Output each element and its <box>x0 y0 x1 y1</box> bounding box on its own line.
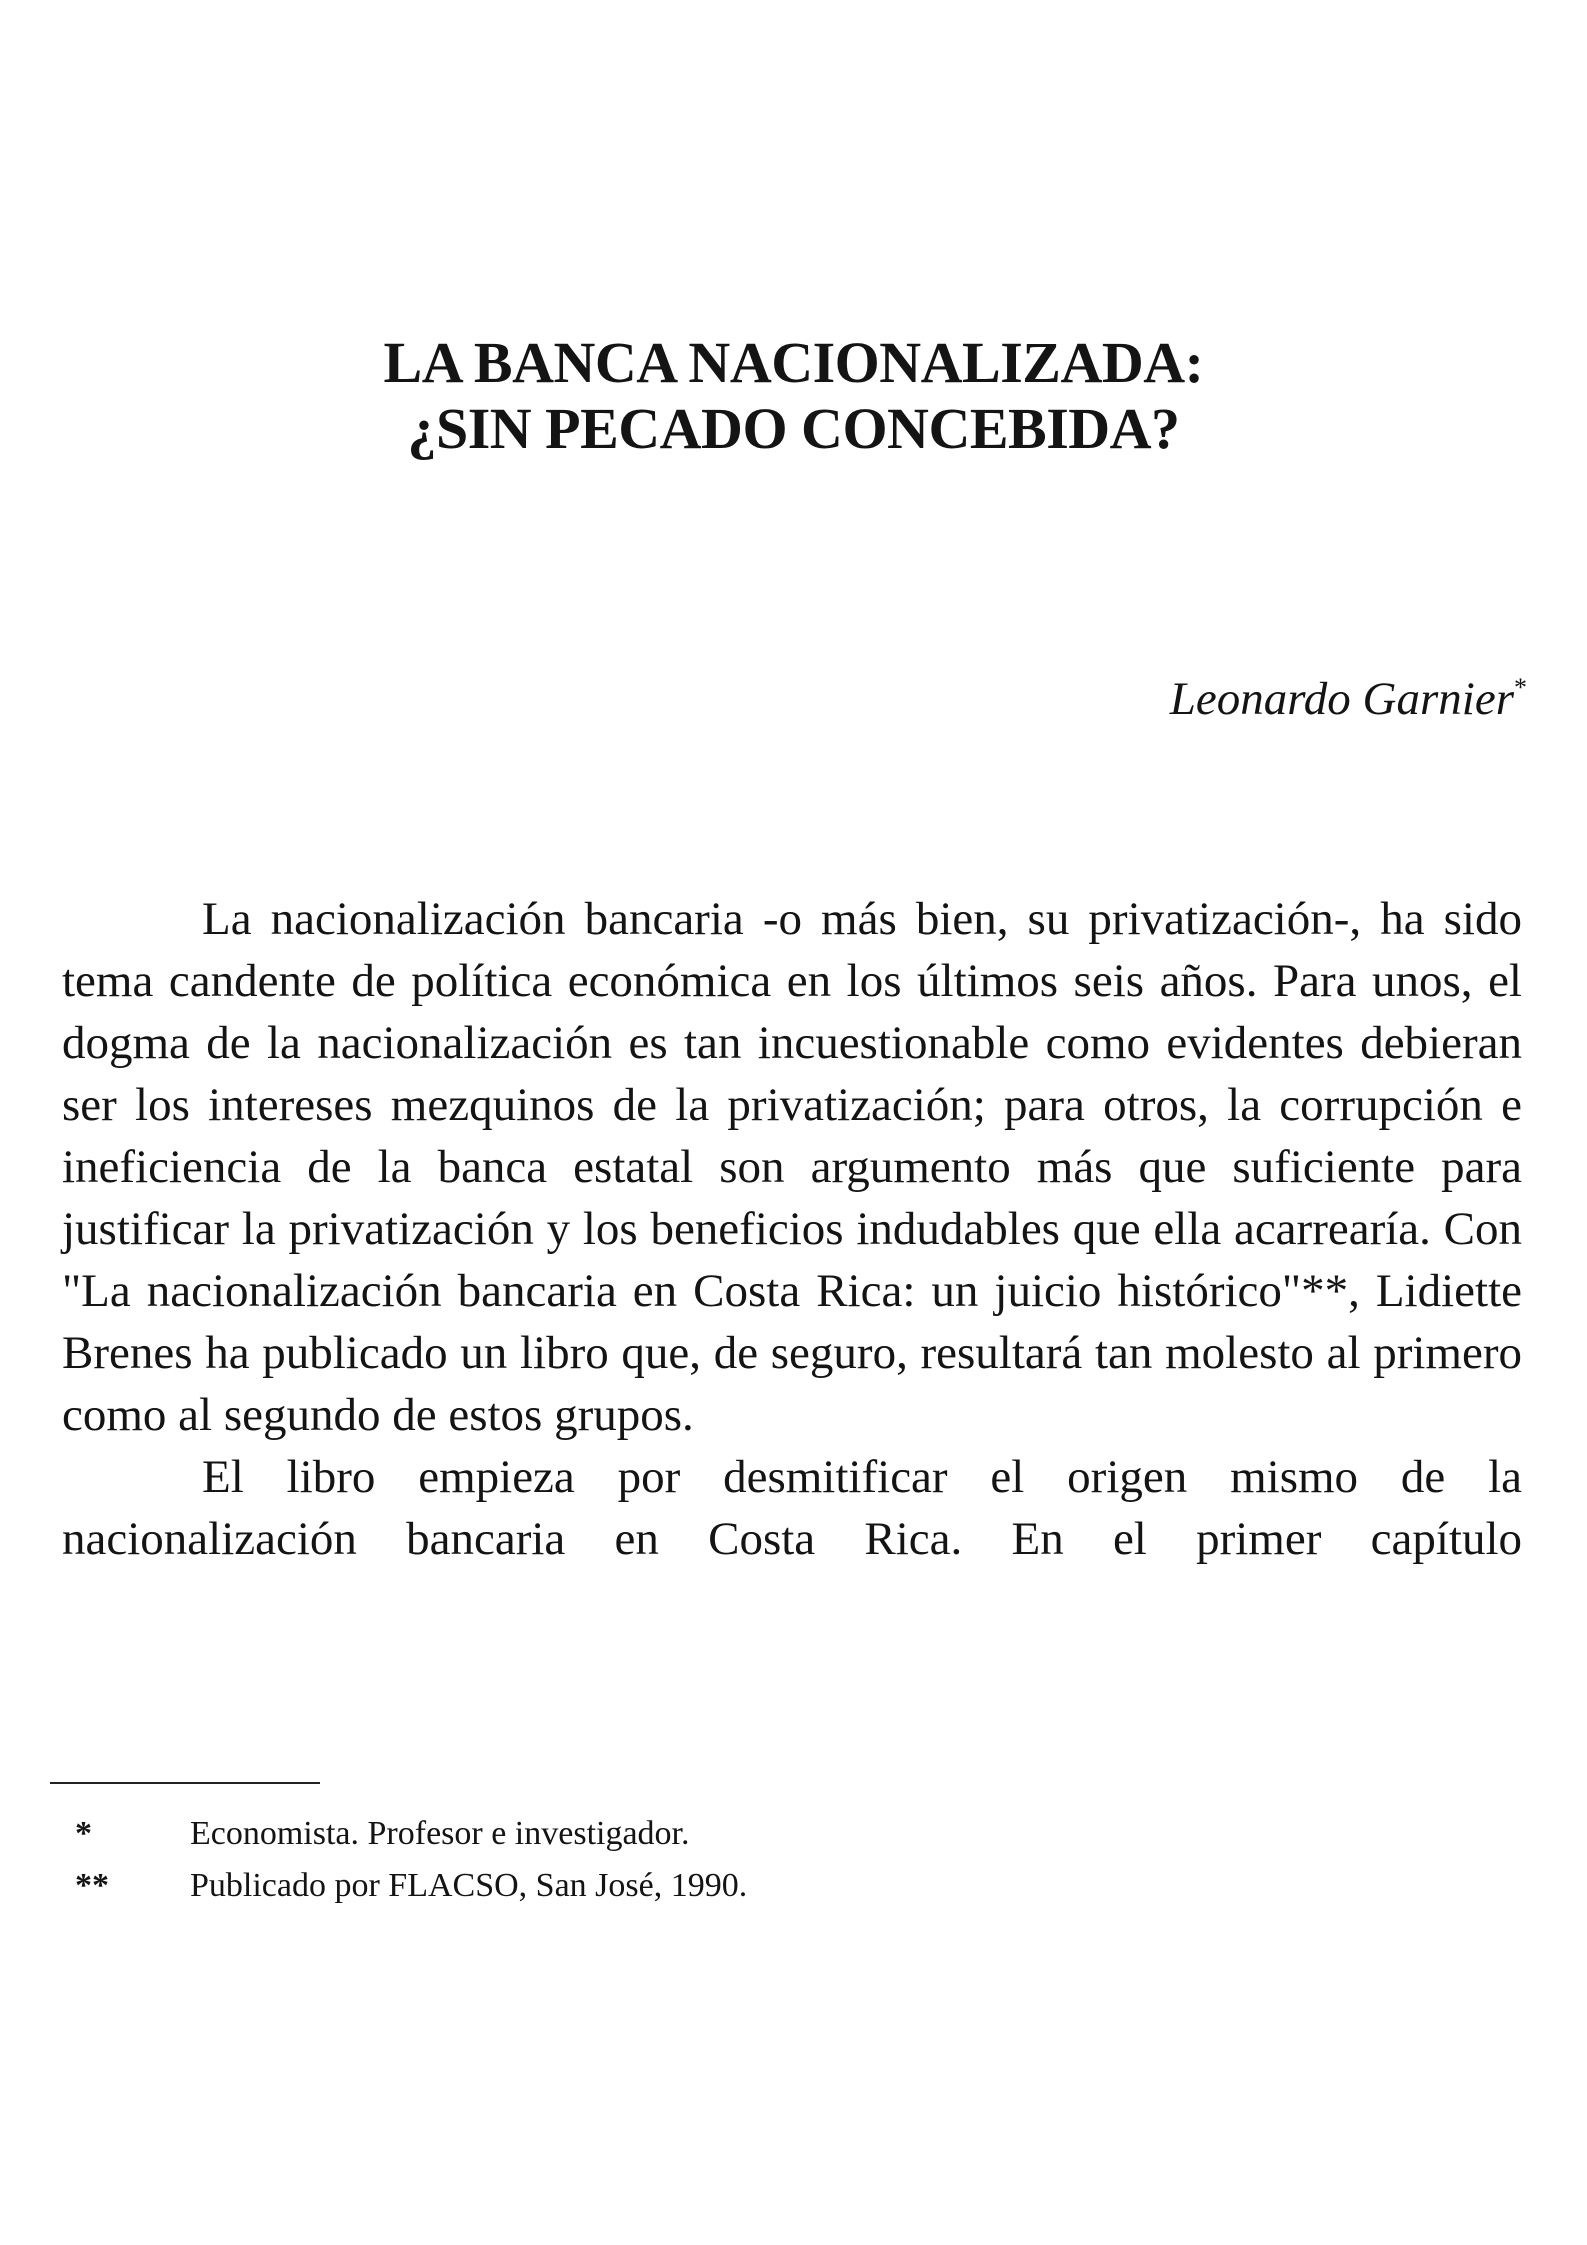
footnotes <box>50 1808 1530 1912</box>
article-title <box>0 330 1587 462</box>
author-name: Leonardo Garnier <box>1169 673 1514 725</box>
title-line-1: LA BANCA NACIONALIZADA: <box>383 330 1204 395</box>
footnote-2-mark: ** <box>75 1867 109 1904</box>
footnote-divider <box>50 1782 320 1784</box>
body-text <box>62 888 1522 1570</box>
title-line-2: ¿SIN PECADO CONCEBIDA? <box>407 396 1180 461</box>
footnote-2 <box>50 1860 1530 1912</box>
footnote-1-mark: * <box>75 1815 92 1852</box>
paragraph-2: El libro empieza por desmitificar el origen mismo de la nacionalización bancaria en Costa Rica. En el primer capítulo <box>62 1451 1522 1565</box>
paragraph-1: La nacionalización bancaria -o más bien, su privatización-, ha sido tema candente de política económica en los últimos seis años. Para unos, el dogma de la nacionalización es tan incuestionable como evidentes debieran ser los intereses mezquinos de la privatización; para otros, la corrupción e ineficiencia de la banca estatal son argumento más que suficiente para justificar la privatización y los beneficios indudables que ella acarrearía. Con "La nacionalización bancaria en Costa Rica: un juicio histórico"**, Lidiette Brenes ha publicado un libro que, de seguro, resultará tan molesto al primero como al segundo de estos grupos. <box>62 893 1522 1441</box>
author-byline <box>1170 660 1527 727</box>
footnote-1-text: Economista. Profesor e investigador. <box>190 1815 690 1852</box>
author-footnote-mark: * <box>1514 673 1527 702</box>
footnote-2-text: Publicado por FLACSO, San José, 1990. <box>190 1867 748 1904</box>
footnote-1 <box>50 1808 1530 1860</box>
